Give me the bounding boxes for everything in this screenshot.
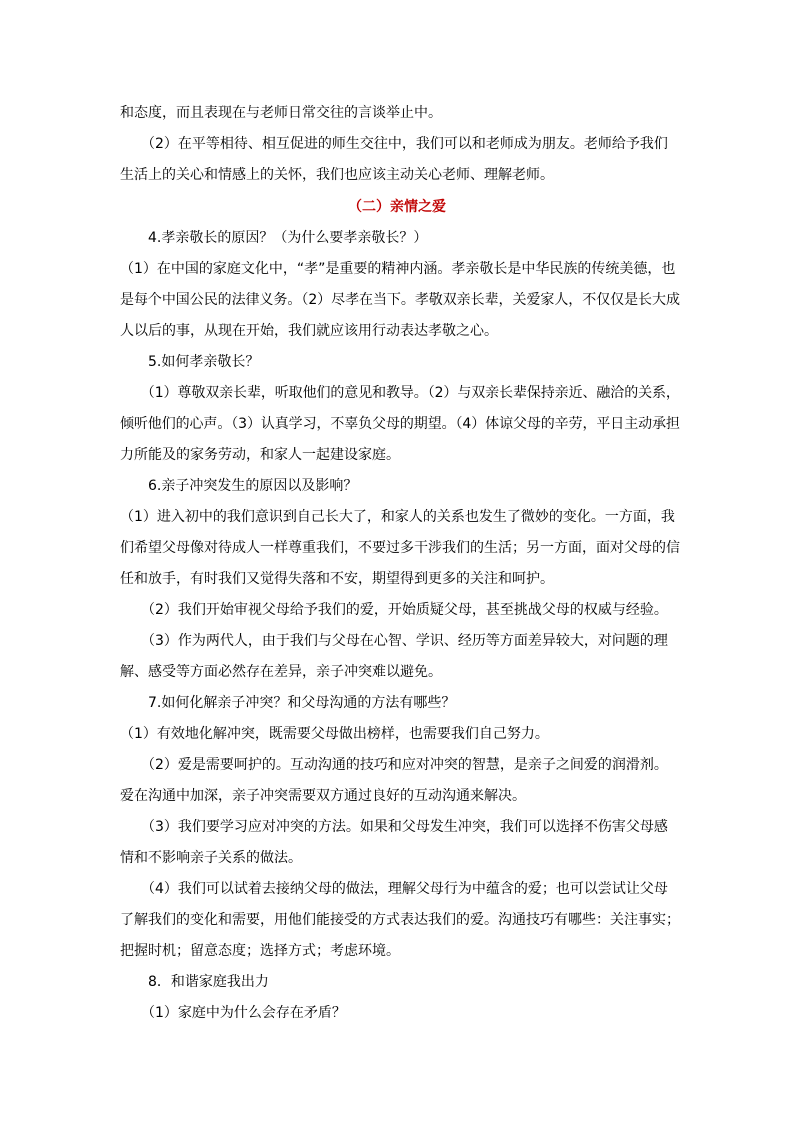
text-line: 把握时机；留意态度；选择方式；考虑环境。 bbox=[120, 943, 400, 959]
text-line: 人以后的事，从现在开始，我们就应该用行动表达孝敬之心。 bbox=[120, 323, 498, 339]
text-line: 生活上的关心和情感上的关怀，我们也应该主动关心老师、理解老师。 bbox=[120, 167, 554, 183]
text-line: （1）进入初中的我们意识到自己长大了，和家人的关系也发生了微妙的变化。一方面，我 bbox=[120, 509, 675, 525]
question-line: 8．和谐家庭我出力 bbox=[120, 974, 269, 990]
question-line: 4.孝亲敬长的原因？（为什么要孝亲敬长？） bbox=[120, 230, 428, 246]
question-line: 6.亲子冲突发生的原因以及影响？ bbox=[120, 478, 358, 494]
question-line: （1）家庭中为什么会存在矛盾？ bbox=[120, 1005, 346, 1021]
text-line: （2）在平等相待、相互促进的师生交往中，我们可以和老师成为朋友。老师给予我们 bbox=[120, 136, 668, 152]
text-line: （3）作为两代人，由于我们与父母在心智、学识、经历等方面差异较大，对问题的理 bbox=[120, 633, 668, 649]
text-line: 了解我们的变化和需要，用他们能接受的方式表达我们的爱。沟通技巧有哪些：关注事实； bbox=[120, 912, 680, 928]
text-line: （2）我们开始审视父母给予我们的爱，开始质疑父母，甚至挑战父母的权威与经验。 bbox=[120, 602, 668, 618]
text-line: 爱在沟通中加深，亲子冲突需要双方通过良好的互动沟通来解决。 bbox=[120, 788, 526, 804]
text-line: （2）爱是需要呵护的。互动沟通的技巧和应对冲突的智慧，是亲子之间爱的润滑剂。 bbox=[120, 757, 668, 773]
text-line: 是每个中国公民的法律义务。（2）尽孝在当下。孝敬双亲长辈，关爱家人，不仅仅是长大成 bbox=[120, 292, 680, 308]
text-line: （4）我们可以试着去接纳父母的做法，理解父母行为中蕴含的爱；也可以尝试让父母 bbox=[120, 881, 668, 897]
text-line: 和态度，而且表现在与老师日常交往的言谈举止中。 bbox=[120, 105, 442, 121]
text-line: （3）我们要学习应对冲突的方法。如果和父母发生冲突，我们可以选择不伤害父母感 bbox=[120, 819, 668, 835]
text-line: 情和不影响亲子关系的做法。 bbox=[120, 850, 302, 866]
question-line: 5.如何孝亲敬长？ bbox=[120, 354, 260, 370]
section-heading: （二）亲情之爱 bbox=[348, 199, 446, 215]
text-line: 解、感受等方面必然存在差异，亲子冲突难以避免。 bbox=[120, 664, 442, 680]
text-line: （1）有效地化解冲突，既需要父母做出榜样，也需要我们自己努力。 bbox=[120, 726, 549, 742]
text-line: 任和放手，有时我们又觉得失落和不安，期望得到更多的关注和呵护。 bbox=[120, 571, 554, 587]
text-line: 倾听他们的心声。（3）认真学习，不辜负父母的期望。（4）体谅父母的辛劳，平日主动承担 bbox=[120, 416, 680, 432]
question-line: 7.如何化解亲子冲突？和父母沟通的方法有哪些？ bbox=[120, 695, 456, 711]
text-line: （1）在中国的家庭文化中，“孝”是重要的精神内涵。孝亲敬长是中华民族的传统美德，也 bbox=[120, 261, 676, 277]
text-line: 们希望父母像对待成人一样尊重我们，不要过多干涉我们的生活；另一方面，面对父母的信 bbox=[120, 540, 680, 556]
text-line: 力所能及的家务劳动，和家人一起建设家庭。 bbox=[120, 447, 400, 463]
text-line: （1）尊敬双亲长辈，听取他们的意见和教导。（2）与双亲长辈保持亲近、融洽的关系， bbox=[120, 385, 680, 401]
